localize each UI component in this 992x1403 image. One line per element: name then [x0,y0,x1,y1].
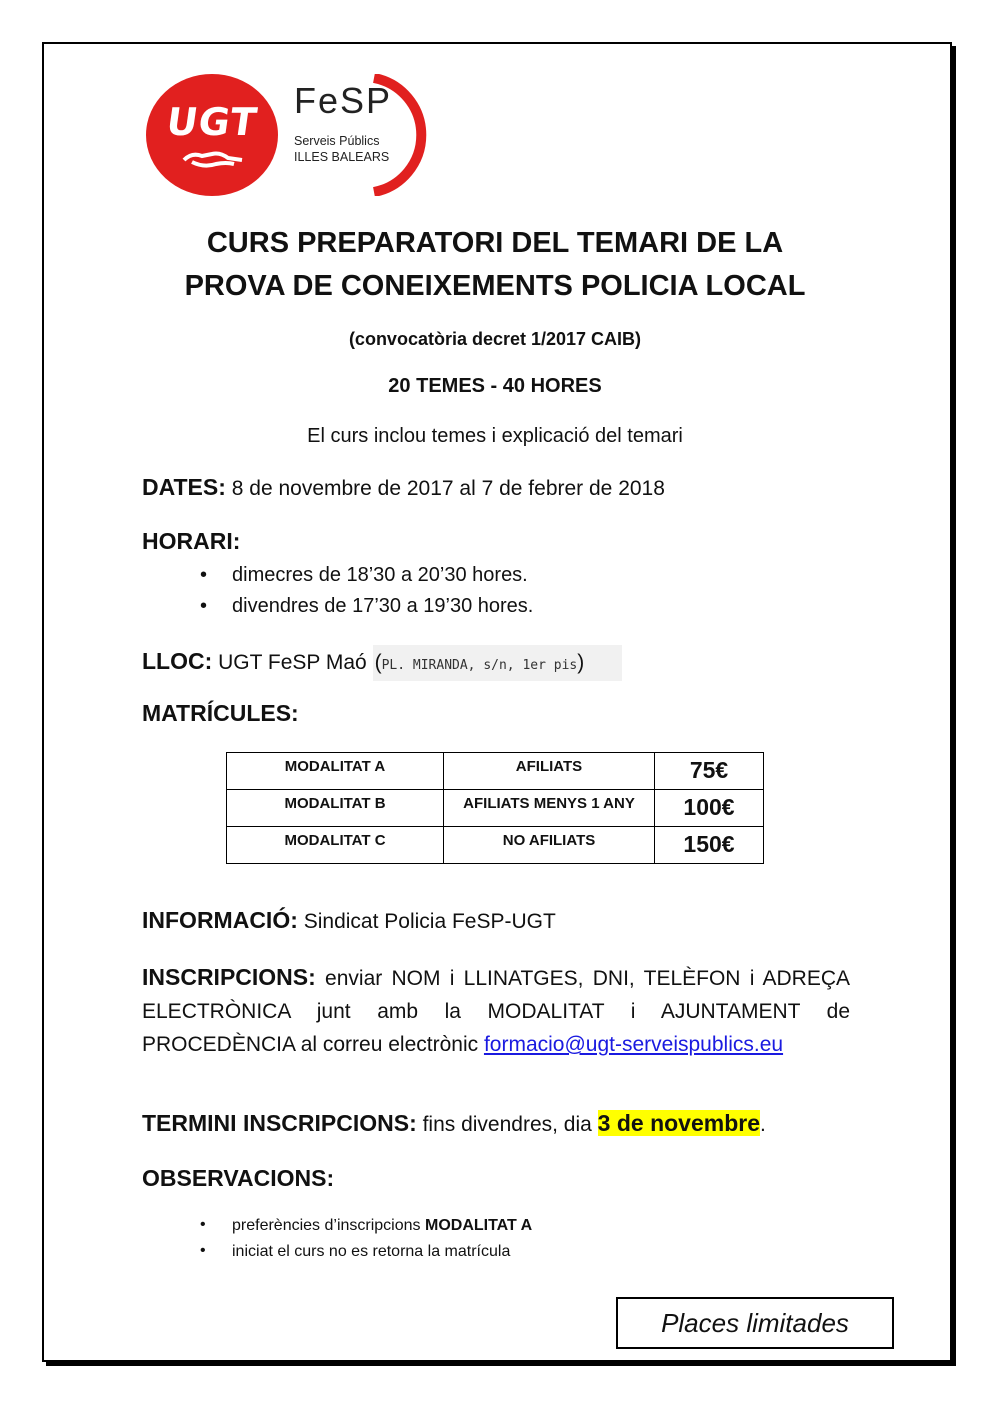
lloc-line [142,645,622,681]
modalitat-cell: MODALITAT A [227,753,444,790]
address-box [373,645,623,681]
inscripcions-label: INSCRIPCIONS: [142,964,316,990]
price-cell: 100€ [655,790,764,827]
table-row [227,790,764,827]
logo-subtitle-serveis: Serveis Públics [294,134,380,148]
type-cell: AFILIATS [444,753,655,790]
ugt-disc [146,74,278,196]
informacio-label: INFORMACIÓ: [142,907,298,933]
horari-label: HORARI: [142,528,241,554]
horari-item: • dimecres de 18’30 a 20’30 hores. [196,564,533,595]
convocatoria: (convocatòria decret 1/2017 CAIB) [348,329,642,349]
modalitat-cell: MODALITAT B [227,790,444,827]
price-cell: 75€ [655,753,764,790]
matricules-label: MATRÍCULES: [142,700,299,726]
inscripcions-text: enviar NOM i LLINATGES, DNI, TELÈFON i ADREÇA ELECTRÒNICA junt amb la MODALITAT i AJUNTAMENT de PROCEDÈNCIA al correu electrònic [142,967,850,1056]
observacio-text: preferències d’inscripcions [232,1217,425,1234]
horari-item: • divendres de 17’30 a 19’30 hores. [196,595,533,626]
address-close-paren: ) [577,651,585,674]
address-text: PL. MIRANDA, s/n, 1er pis [381,658,578,673]
ugt-logo-text: UGT [163,100,261,144]
title-line-2: PROVA DE CONEIXEMENTS POLICIA LOCAL [184,270,806,302]
termini-label: TERMINI INSCRIPCIONS: [142,1110,417,1136]
dates-line [142,474,665,501]
table-row [227,827,764,864]
observacions-heading [142,1165,334,1192]
termini-end: . [760,1113,766,1136]
informacio-value: Sindicat Policia FeSP-UGT [303,910,556,933]
observacions-list [196,1217,532,1269]
termini-highlight: 3 de novembre [597,1110,761,1136]
type-cell: NO AFILIATS [444,827,655,864]
termini-text: fins divendres, dia [416,1113,598,1136]
horari-list [196,564,533,626]
observacio-bold: MODALITAT A [424,1217,533,1234]
dates-value: 8 de novembre de 2017 al 7 de febrer de 2018 [231,477,665,500]
observacio-item [196,1217,532,1243]
table-row [227,753,764,790]
lloc-value: UGT FeSP Maó [218,651,367,674]
title-line-1: CURS PREPARATORI DEL TEMARI DE LA [206,227,784,259]
dates-label: DATES: [142,474,226,500]
type-cell: AFILIATS MENYS 1 ANY [444,790,655,827]
horari-heading [142,528,240,555]
fees-table [226,752,764,864]
informacio-line [142,907,556,934]
lloc-label: LLOC: [142,648,213,674]
modalitat-cell: MODALITAT C [227,827,444,864]
matricules-heading [142,700,299,727]
inscripcions-paragraph [142,961,850,1061]
address-open-paren: ( [374,651,382,674]
ugt-fesp-logo [146,74,446,198]
intro-text: El curs inclou temes i explicació del temari [307,425,683,447]
email-link[interactable]: formacio@ugt-serveispublics.eu [483,1033,784,1056]
places-limitades-box: Places limitades [616,1297,894,1349]
fesp-logo-text: FeSP [294,80,393,121]
price-cell: 150€ [655,827,764,864]
termini-line [142,1110,766,1137]
hours-summary: 20 TEMES - 40 HORES [388,375,602,397]
handshake-icon [182,148,244,170]
logo-subtitle-illes: ILLES BALEARS [294,150,390,164]
observacions-label: OBSERVACIONS: [142,1165,335,1191]
observacio-item: • iniciat el curs no es retorna la matrícula [196,1243,532,1269]
